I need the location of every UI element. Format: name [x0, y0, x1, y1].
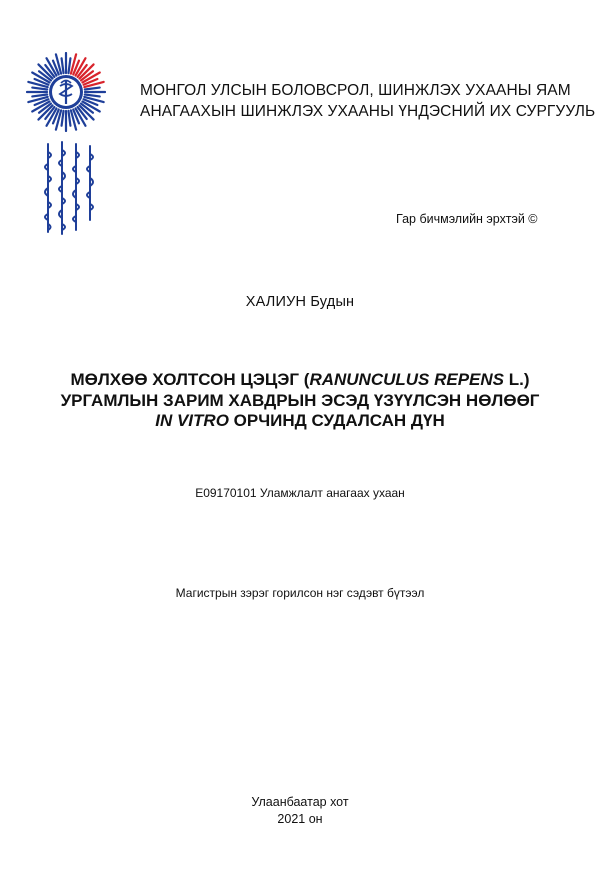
title-line-1	[0, 370, 600, 391]
emblem-ray	[85, 94, 100, 96]
title-line-3-part-b: ОРЧИНД СУДАЛСАН ДҮН	[228, 411, 445, 430]
title-line-1-part-b: L.)	[504, 370, 530, 389]
city: Улаанбаатар хот	[251, 795, 349, 809]
thesis-title	[0, 370, 600, 432]
title-line-2: УРГАМЛЫН ЗАРИМ ХАВДРЫН ЭСЭД ҮЗҮҮЛСЭН НӨЛӨӨГ	[60, 390, 540, 410]
title-in-vitro: IN VITRO	[155, 411, 229, 430]
emblem-ray	[32, 94, 47, 96]
work-type: Магистрын зэрэг горилсон нэг сэдэвт бүтээл	[175, 586, 425, 600]
emblem-ray	[85, 88, 100, 90]
institution-header	[140, 80, 596, 122]
emblem-ray	[68, 111, 70, 126]
copyright-notice: Гар бичмэлийн эрхтэй ©	[396, 212, 538, 226]
specialty-code: E09170101 Уламжлалт анагаах ухаан	[195, 486, 405, 500]
title-line-3	[0, 411, 600, 432]
author-name: ХАЛИУН Будын	[245, 294, 355, 310]
emblem-ray	[68, 58, 70, 73]
year: 2021 он	[277, 812, 323, 826]
university-name: АНАГААХЫН ШИНЖЛЭХ УХААНЫ ҮНДЭСНИЙ ИХ СУРГУУЛЬ	[140, 103, 596, 120]
title-species-name: RANUNCULUS REPENS	[309, 370, 505, 389]
emblem-ray	[62, 58, 64, 73]
place-and-year	[0, 794, 600, 828]
emblem-ray	[62, 111, 64, 126]
university-emblem-icon	[26, 52, 106, 132]
emblem-ray	[32, 88, 47, 90]
title-line-1-part-a: МӨЛХӨӨ ХОЛТСОН ЦЭЦЭГ (	[70, 370, 310, 389]
mongolian-script-name-icon	[40, 140, 106, 236]
ministry-name: МОНГОЛ УЛСЫН БОЛОВСРОЛ, ШИНЖЛЭХ УХААНЫ ЯАМ	[140, 82, 571, 99]
